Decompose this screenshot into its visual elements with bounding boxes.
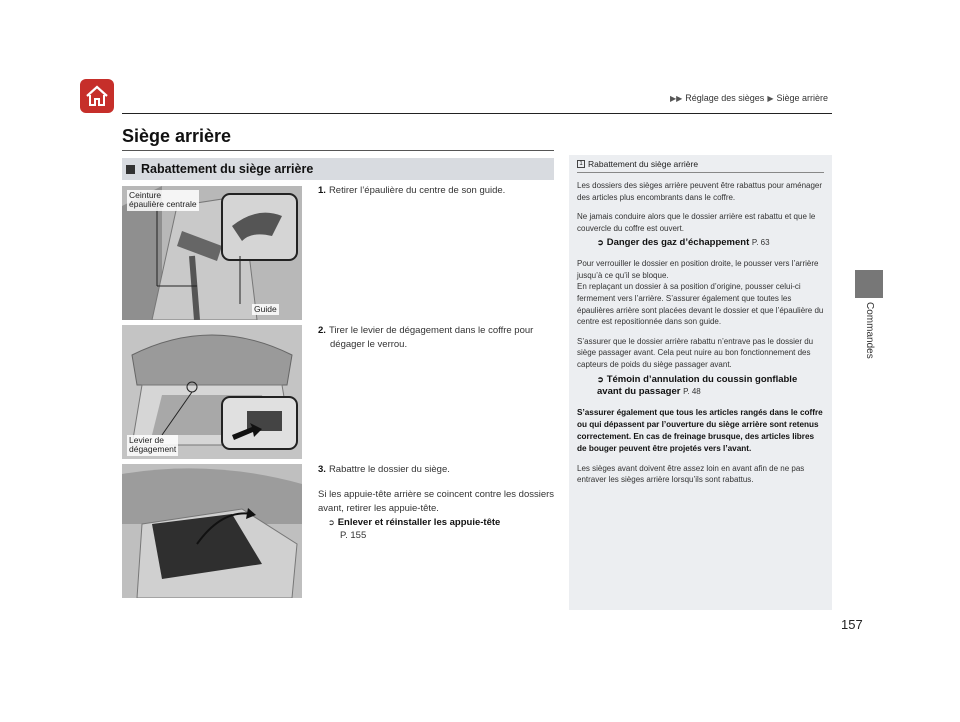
header-divider xyxy=(122,113,832,114)
sidebar-reference-exhaust-page[interactable]: P. 63 xyxy=(751,238,770,248)
sidebar-paragraph-3: Pour verrouiller le dossier en position droite, le pousser vers l’arrière jusqu’à ce qu’il se bloque. En replaçant un dossier à sa position d’origine, pousser celui-ci fermement vers l’arrière. S’assurer également que toutes les épaulières arrière sont placées devant le dossier et que l’épaulière du centre est repositionnée dans son guide. xyxy=(577,259,824,327)
step-2 xyxy=(318,324,556,352)
side-tab-label[interactable]: Commandes xyxy=(864,302,875,359)
headrest-note-text: Si les appuie-tête arrière se coincent contre les dossiers avant, retirer les appuie-tête. xyxy=(318,489,555,514)
sidebar-reference-airbag-page[interactable]: P. 48 xyxy=(683,387,701,397)
reference-arrow-icon: ➲ xyxy=(328,517,335,527)
step-3-number: 3. xyxy=(318,464,326,475)
illustration-release-lever xyxy=(122,325,302,459)
page-title: Siège arrière xyxy=(122,126,232,146)
side-tab-marker[interactable] xyxy=(855,270,883,298)
headrest-reference-label[interactable]: Enlever et réinstaller les appuie-tête xyxy=(337,516,501,528)
notes-sidebar xyxy=(569,155,832,610)
section-title: Rabattement du siège arrière xyxy=(141,162,314,176)
sidebar-reference-airbag-label[interactable]: Témoin d’annulation du coussin gonflable avant du passager xyxy=(597,373,798,398)
step-1-number: 1. xyxy=(318,185,326,196)
callout-guide: Guide xyxy=(254,304,277,314)
sidebar-paragraph-1: Les dossiers des sièges arrière peuvent être rabattus pour aménager des articles plus encombrants dans le coffre. xyxy=(577,181,823,202)
section-square-icon xyxy=(126,165,135,174)
reference-arrow-icon: ➲ xyxy=(597,238,604,248)
step-3-text: Rabattre le dossier du siège. xyxy=(328,464,450,475)
sidebar-heading xyxy=(577,159,824,173)
sidebar-heading-text: Rabattement du siège arrière xyxy=(588,159,699,169)
breadcrumb-item-seat-adjust[interactable]: Réglage des sièges xyxy=(685,93,765,103)
note-icon: 1 xyxy=(577,160,585,168)
breadcrumb xyxy=(670,93,828,103)
sidebar-reference-exhaust-label[interactable]: Danger des gaz d’échappement xyxy=(606,237,750,249)
step-3 xyxy=(318,463,556,477)
headrest-note xyxy=(318,488,556,543)
page-number: 157 xyxy=(841,617,863,632)
sidebar-paragraph-5: Les sièges avant doivent être assez loin en avant afin de ne pas entraver les sièges arrière lorsqu’ils sont rabattus. xyxy=(577,463,805,485)
step-1-text: Retirer l’épaulière du centre de son guide. xyxy=(328,185,506,196)
sidebar-paragraph-4: S’assurer que le dossier arrière rabattu n’entrave pas le dossier du siège passager avant. Cela peut nuire au bon fonctionnement des capteurs de poids du siège passager avant. xyxy=(577,336,814,369)
sidebar-reference-exhaust[interactable] xyxy=(577,237,824,250)
step-2-text: Tirer le levier de dégagement dans le coffre pour dégager le verrou. xyxy=(328,325,534,350)
breadcrumb-arrow-icon: ▶▶ xyxy=(669,93,683,103)
callout-center-shoulder-belt: Ceinture épaulière centrale xyxy=(129,190,197,210)
step-2-number: 2. xyxy=(318,325,326,336)
headrest-reference-page[interactable]: P. 155 xyxy=(340,530,367,542)
illustration-seatbelt-guide xyxy=(122,186,302,320)
headrest-reference[interactable] xyxy=(318,516,556,544)
home-icon xyxy=(85,85,109,107)
breadcrumb-item-rear-seat[interactable]: Siège arrière xyxy=(776,93,828,103)
section-header xyxy=(122,158,554,180)
title-divider xyxy=(122,150,554,151)
sidebar-warning: S’assurer également que tous les articles rangés dans le coffre ou qui dépassent par l’ouverture du siège arrière sont retenus correctement. En cas de freinage brusque, des articles libres de bouger peuvent être projetés vers l’avant. xyxy=(577,408,823,453)
home-button[interactable] xyxy=(80,79,114,113)
sidebar-reference-airbag[interactable] xyxy=(577,374,824,400)
callout-release-lever: Levier de dégagement xyxy=(129,435,177,455)
breadcrumb-separator-icon: ▶ xyxy=(767,93,774,103)
sidebar-paragraph-2: Ne jamais conduire alors que le dossier arrière est rabattu et que le couvercle du coffre est ouvert. xyxy=(577,212,816,233)
illustration-folded-seat xyxy=(122,464,302,598)
step-1 xyxy=(318,184,556,198)
reference-arrow-icon: ➲ xyxy=(597,374,604,384)
